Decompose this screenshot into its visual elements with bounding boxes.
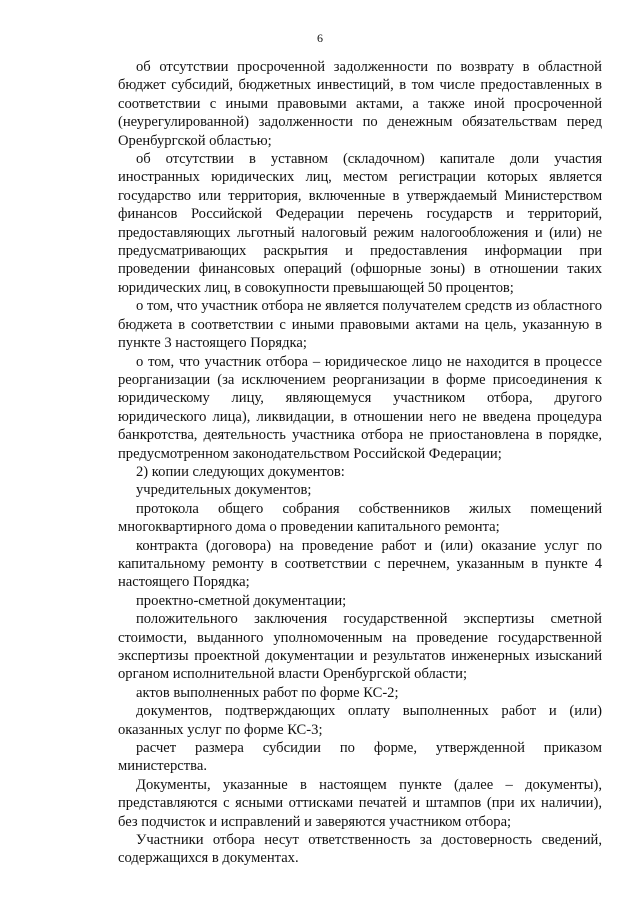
document-body [118,58,602,868]
paragraph-ks3-payment: документов, подтверждающих оплату выполненных работ и (или) оказанных услуг по форме КС-3; [118,703,602,738]
paragraph-not-recipient: о том, что участник отбора не является получателем средств из областного бюджета в соответствии с иными правовыми актами на цель, указанную в пункте 3 настоящего Порядка; [118,298,602,352]
paragraph-responsibility: Участники отбора несут ответственность за достоверность сведений, содержащихся в документах. [118,832,602,867]
paragraph-expert-conclusion: положительного заключения государственной экспертизы сметной стоимости, выданного уполномоченным на проведение государственной экспертизы проектной документации и результатов инженерных изысканий органом исполнительной власти Оренбургской области; [118,611,602,683]
paragraph-founding-documents: учредительных документов; [136,482,312,499]
paragraph-documents-requirements: Документы, указанные в настоящем пункте (далее – документы), представляются с ясными оттисками печатей и штампов (при их наличии), без подчисток и исправлений и заверяются участником отбора; [118,776,602,830]
paragraph-no-overdue-debt: об отсутствии просроченной задолженности по возврату в областной бюджет субсидий, бюджетных инвестиций, в том числе предоставленных в соответствии с иными правовыми актами, а также иной просроченной (неурегулированной) задолженности по денежным обязательствам перед Оренбургской областью; [118,59,602,149]
paragraph-document-copies: 2) копии следующих документов: [136,463,345,480]
paragraph-subsidy-calculation: расчет размера субсидии по форме, утвержденной приказом министерства. [118,740,602,775]
paragraph-design-estimate: проектно-сметной документации; [136,592,347,609]
paragraph-ks2-acts: актов выполненных работ по форме КС-2; [136,684,399,701]
paragraph-owners-meeting-protocol: протокола общего собрания собственников жилых помещений многоквартирного дома о проведении капитального ремонта; [118,500,602,536]
page-number: 6 [317,31,323,45]
paragraph-contract: контракта (договора) на проведение работ и (или) оказание услуг по капитальному ремонту в соответствии с перечнем, указанным в пункте 4 настоящего Порядка; [118,537,602,591]
paragraph-no-offshore-share: об отсутствии в уставном (складочном) капитале доли участия иностранных юридических лиц, местом регистрации которых является государство или территория, включенные в утверждаемый Министерством финансов Российской Федерации перечень государств и территорий, предоставляющих льготный налоговый режим налогообложения и (или) не предусматривающих раскрытия и предоставления информации при проведении финансовых операций (офшорные зоны) в отношении таких юридических лиц, в совокупности превышающей 50 процентов; [118,151,602,296]
paragraph-no-reorganization: о том, что участник отбора – юридическое лицо не находится в процессе реорганизации (за исключением реорганизации в форме присоединения к юридическому лицу, являющемуся участником отбора, другого юридического лица), ликвидации, в отношении него не введена процедура банкротства, деятельность участника отбора не приостановлена в порядке, предусмотренном законодательством Российской Федерации; [118,353,602,462]
